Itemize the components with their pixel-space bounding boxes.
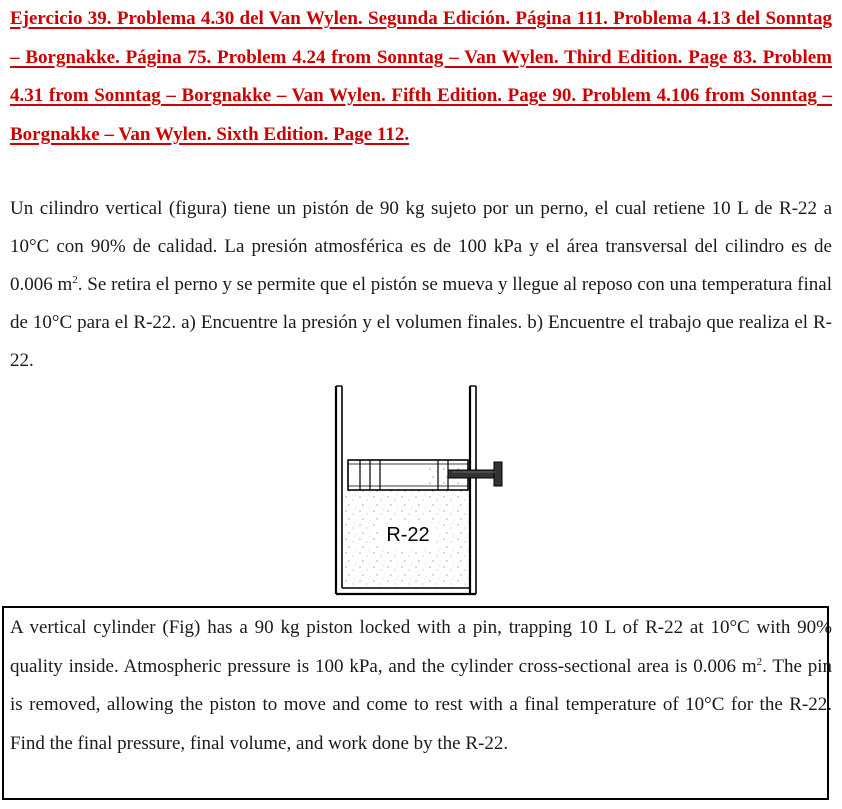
english-text-part1: A vertical cylinder (Fig) has a 90 kg piston locked with a pin, trapping 10 L of R-22 at 10°C with 90% quality inside. Atmospheric pressure is 100 kPa, and the cylinder cross-sectional area is 0.006 m (10, 617, 832, 677)
exercise-heading (10, 0, 832, 154)
spanish-exponent: 2 (72, 274, 78, 286)
refrigerant-label: R-22 (386, 524, 430, 546)
exercise-heading-text: Ejercicio 39. Problema 4.30 del Van Wylen. Segunda Edición. Página 111. Problema 4.13 del Sonntag – Borgnakke. Página 75. Problem 4.24 from Sonntag – Van Wylen. Third Edition. Page 83. Problem 4.31 from Sonntag – Borgnakke – Van Wylen. Fifth Edition. Page 90. Problem 4.106 from Sonntag – Borgnakke – Van Wylen. Sixth Edition. Page 112. (10, 8, 832, 145)
english-exponent: 2 (756, 655, 763, 668)
cylinder-diagram (330, 382, 520, 602)
english-text-part2: . The pin is removed, allowing the piston to move and come to rest with a final temperature of 10°C for the R-22. Find the final pressure, final volume, and work done by the R-22. (10, 655, 832, 754)
spanish-text-part1: Un cilindro vertical (figura) tiene un pistón de 90 kg sujeto por un perno, el cual retiene 10 L de R-22 a 10°C con 90% de calidad. La presión atmosférica es de 100 kPa y el área transversal del cilindro es de 0.006 m (10, 198, 832, 295)
english-problem-statement (10, 609, 832, 763)
cylinder-figure (330, 382, 520, 602)
spanish-text-part2: . Se retira el perno y se permite que el pistón se mueva y llegue al reposo con una temperatura final de 10°C para el R-22. a) Encuentre la presión y el volumen finales. b) Encuentre el trabajo que realiza el R-22. (10, 274, 832, 371)
spanish-problem-statement (10, 190, 832, 380)
